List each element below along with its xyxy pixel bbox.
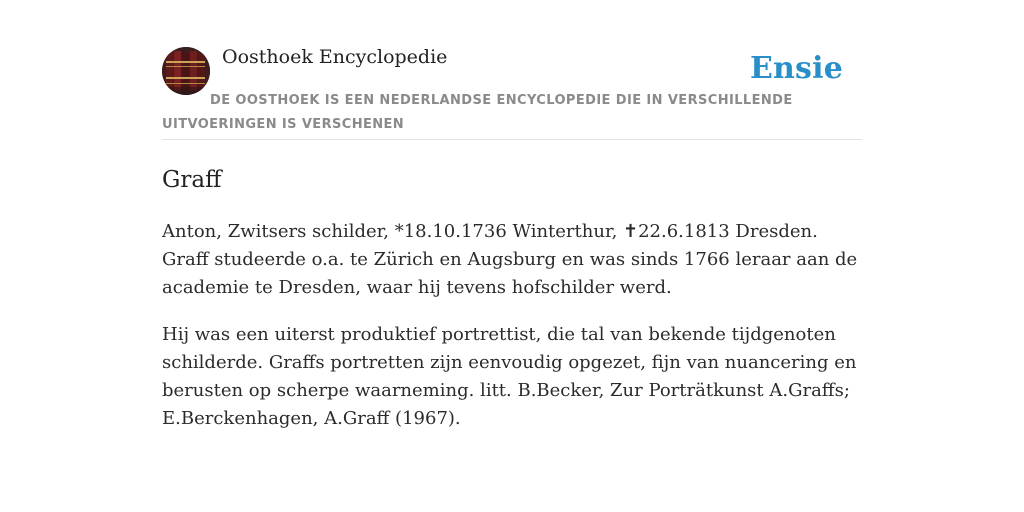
site-description: DE OOSTHOEK IS EEN NEDERLANDSE ENCYCLOPEDIE DIE IN VERSCHILLENDE UITVOERINGEN IS VERSCHENEN	[162, 93, 793, 132]
article-paragraph: Anton, Zwitsers schilder, *18.10.1736 Winterthur, ✝22.6.1813 Dresden. Graff studeerde o.a. te Zürich en Augsburg en was sinds 1766 leraar aan de academie te Dresden, waar hij tevens hofschilder werd.	[162, 221, 858, 298]
article-title: Graff	[162, 167, 222, 193]
page-container	[162, 44, 862, 433]
book-spines-icon[interactable]	[162, 47, 210, 95]
article-paragraph: Hij was een uiterst produktief portrettist, die tal van bekende tijdgenoten schilderde. Graffs portretten zijn eenvoudig opgezet, fijn van nuancering en berusten op scherpe waarneming. litt. B.Becker, Zur Porträtkunst A.Graffs; E.Berckenhagen, A.Graff (1967).	[162, 324, 857, 429]
ensie-logo-link[interactable]: Ensie	[749, 51, 843, 86]
site-header	[162, 44, 862, 140]
site-name-link[interactable]: Oosthoek Encyclopedie	[222, 46, 448, 68]
